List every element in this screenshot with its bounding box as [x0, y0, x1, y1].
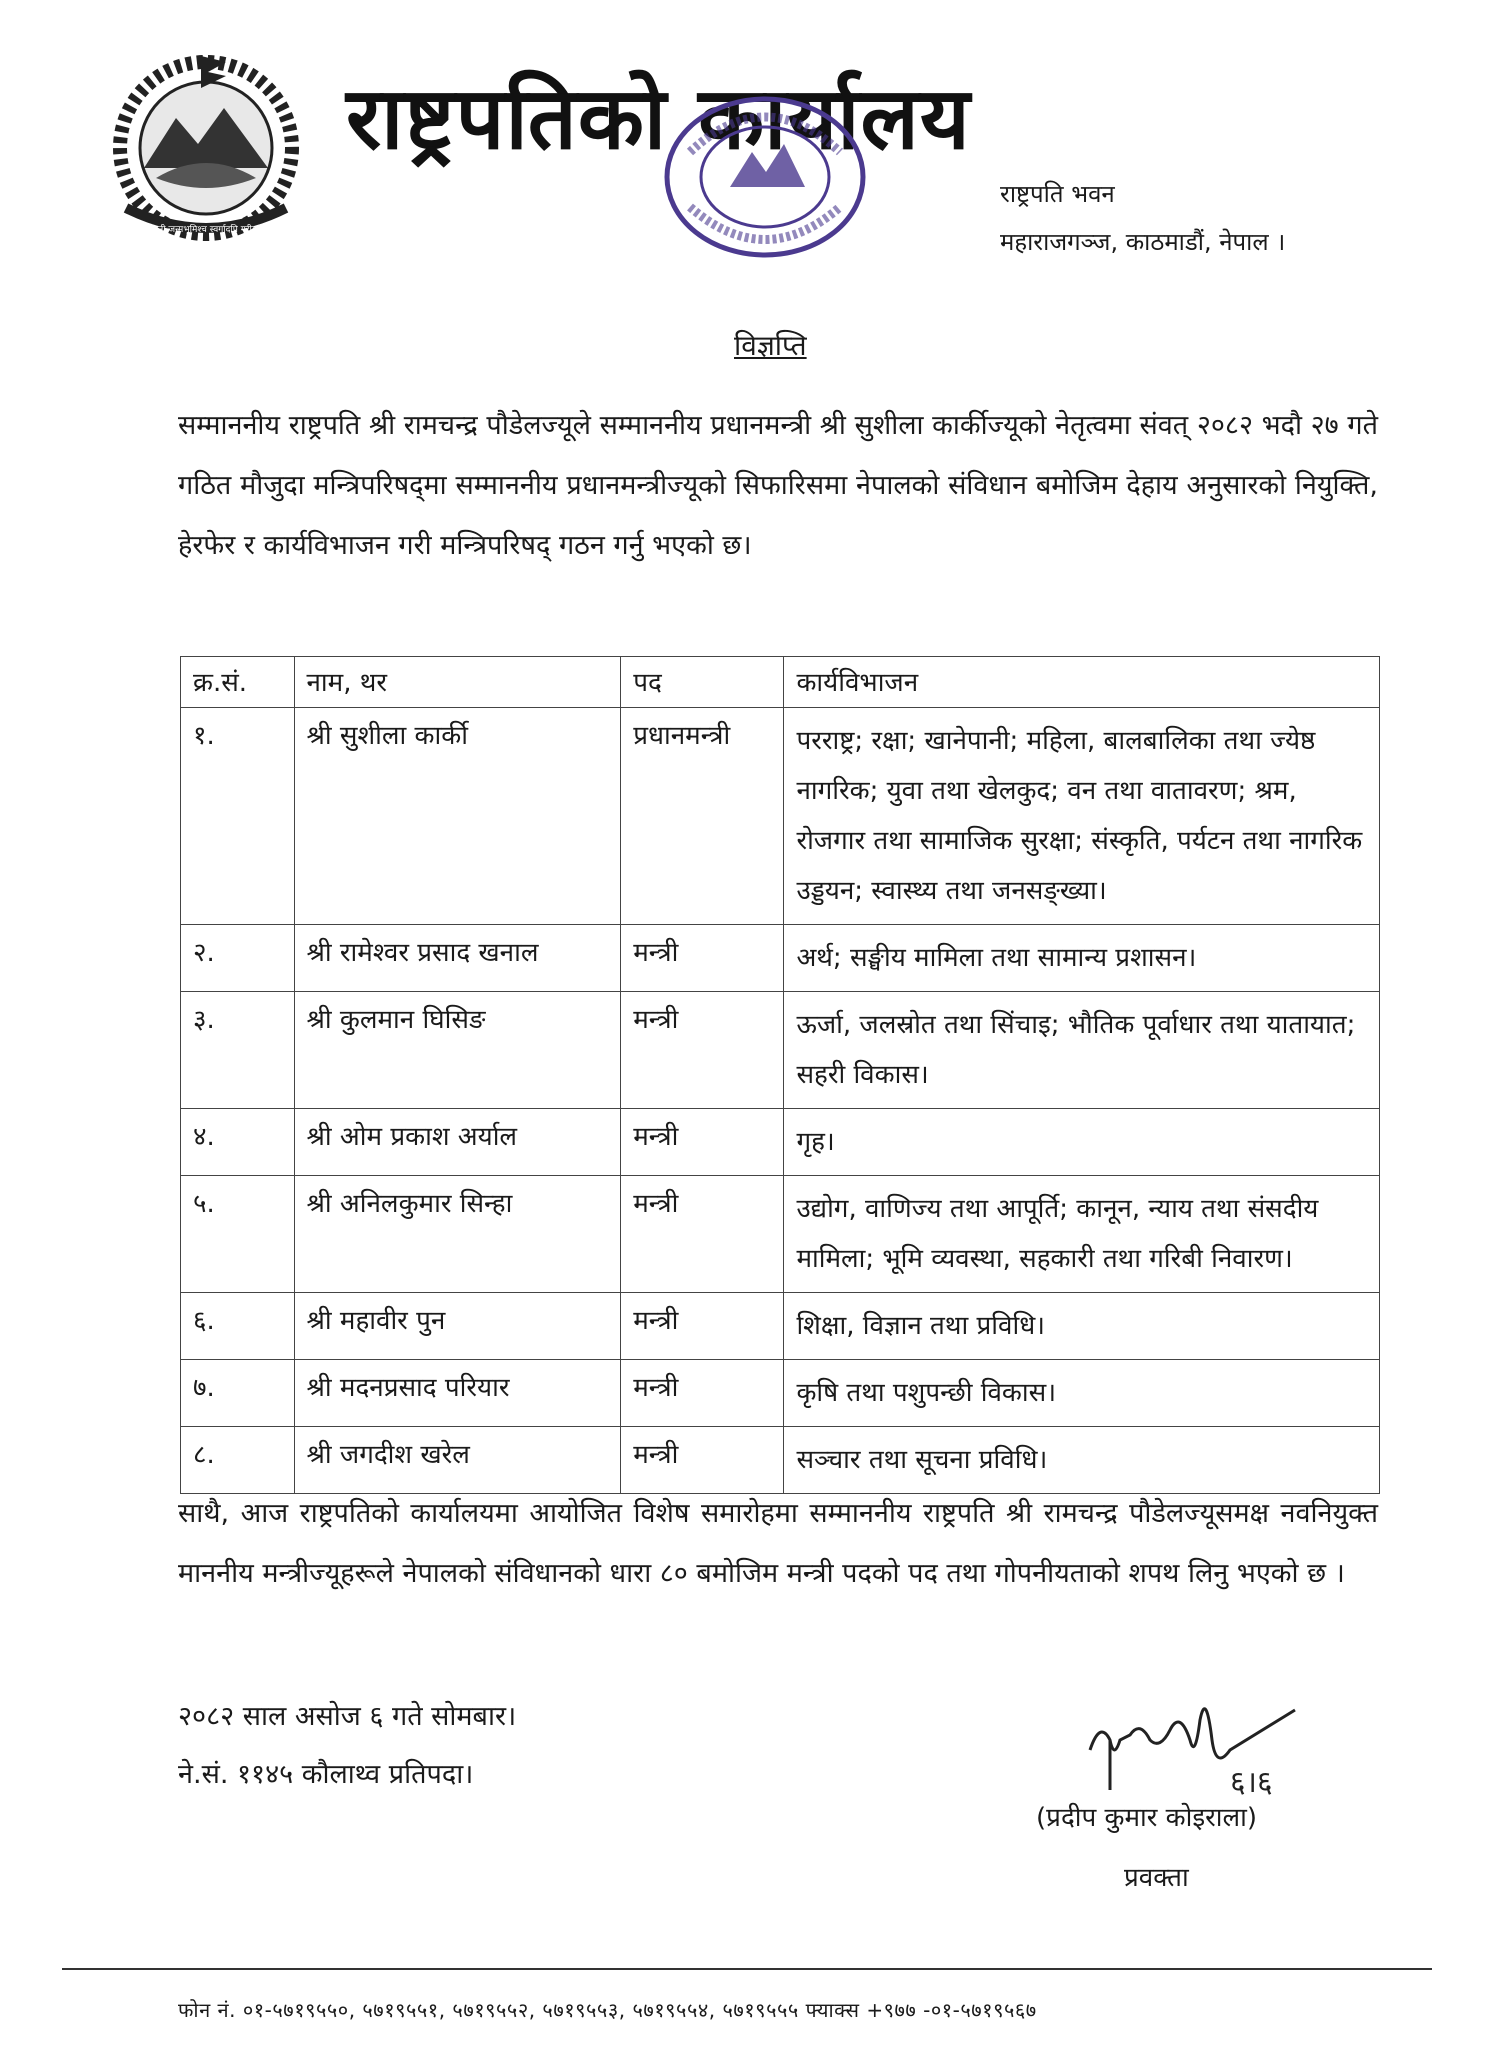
- post-cell: मन्त्री: [621, 1293, 784, 1360]
- table-row: [181, 1360, 1380, 1427]
- column-header: कार्यविभाजन: [784, 657, 1380, 708]
- national-emblem: [86, 48, 326, 248]
- column-header: पद: [621, 657, 784, 708]
- name-cell: श्री कुलमान घिसिङ: [294, 992, 621, 1109]
- svg-text:जननी जन्मभूमिश्च स्वर्गादपि गर: जननी जन्मभूमिश्च स्वर्गादपि गरीयसी: [146, 225, 266, 235]
- serial-cell: १.: [181, 708, 295, 925]
- table-row: [181, 925, 1380, 992]
- notice-heading: विज्ञप्ति: [734, 329, 807, 362]
- post-cell: मन्त्री: [621, 992, 784, 1109]
- address-line: महाराजगञ्ज, काठमाडौं, नेपाल ।: [1000, 228, 1286, 256]
- office-title: राष्ट्रपतिको कार्यालय: [346, 69, 971, 169]
- svg-text:६।६: ६।६: [1230, 1765, 1273, 1800]
- address-line: राष्ट्रपति भवन: [1000, 180, 1115, 208]
- serial-cell: ५.: [181, 1176, 295, 1293]
- footer-divider: [62, 1968, 1432, 1970]
- name-cell: श्री जगदीश खरेल: [294, 1427, 621, 1494]
- portfolio-cell: अर्थ; सङ्घीय मामिला तथा सामान्य प्रशासन।: [784, 925, 1380, 992]
- table-row: [181, 1109, 1380, 1176]
- name-cell: श्री ओम प्रकाश अर्याल: [294, 1109, 621, 1176]
- post-cell: प्रधानमन्त्री: [621, 708, 784, 925]
- post-cell: मन्त्री: [621, 1360, 784, 1427]
- portfolio-cell: शिक्षा, विज्ञान तथा प्रविधि।: [784, 1293, 1380, 1360]
- office-address: [1000, 170, 1285, 266]
- serial-cell: ६.: [181, 1293, 295, 1360]
- name-cell: श्री मदनप्रसाद परियार: [294, 1360, 621, 1427]
- portfolio-cell: सञ्चार तथा सूचना प्रविधि।: [784, 1427, 1380, 1494]
- date-block: [178, 1688, 516, 1804]
- column-header: नाम, थर: [294, 657, 621, 708]
- portfolio-cell: ऊर्जा, जलस्रोत तथा सिंचाइ; भौतिक पूर्वाधार तथा यातायात; सहरी विकास।: [784, 992, 1380, 1109]
- cabinet-table: [180, 656, 1380, 1494]
- footer-contact: फोन नं. ०१-५७१९५५०, ५७१९५५१, ५७१९५५२, ५७१९५५३, ५७१९५५४, ५७१९५५५ फ्याक्स +९७७ -०१-५७१९५६७: [178, 1998, 1037, 2022]
- portfolio-cell: उद्योग, वाणिज्य तथा आपूर्ति; कानून, न्याय तथा संसदीय मामिला; भूमि व्यवस्था, सहकारी तथा गरिबी निवारण।: [784, 1176, 1380, 1293]
- serial-cell: ७.: [181, 1360, 295, 1427]
- oath-paragraph: साथै, आज राष्ट्रपतिको कार्यालयमा आयोजित विशेष समारोहमा सम्माननीय राष्ट्रपति श्री रामचन्द्र पौडेलज्यूसमक्ष नवनियुक्त माननीय मन्त्रीज्यूहरूले नेपालको संविधानको धारा ८० बमोजिम मन्त्री पदको पद तथा गोपनीयताको शपथ लिनु भएको छ ।: [178, 1498, 1378, 1589]
- serial-cell: २.: [181, 925, 295, 992]
- table-row: [181, 1293, 1380, 1360]
- table-row: [181, 708, 1380, 925]
- table-row: [181, 992, 1380, 1109]
- date-line-bs: २०८२ साल असोज ६ गते सोमबार।: [178, 1701, 517, 1732]
- notice-paragraph: सम्माननीय राष्ट्रपति श्री रामचन्द्र पौडेलज्यूले सम्माननीय प्रधानमन्त्री श्री सुशीला कार्कीज्यूको नेतृत्वमा संवत् २०८२ भदौ २७ गते गठित मौजुदा मन्त्रिपरिषद्‌मा सम्माननीय प्रधानमन्त्रीज्यूको सिफारिसमा नेपालको संविधान बमोजिम देहाय अनुसारको नियुक्ति, हेरफेर र कार्यविभाजन गरी मन्त्रिपरिषद् गठन गर्नु भएको छ।: [178, 410, 1378, 561]
- post-cell: मन्त्री: [621, 1109, 784, 1176]
- post-cell: मन्त्री: [621, 925, 784, 992]
- signatory-title: प्रवक्ता: [1124, 1863, 1189, 1893]
- table-header-row: [181, 657, 1380, 708]
- office-seal-stamp: [660, 92, 870, 262]
- name-cell: श्री महावीर पुन: [294, 1293, 621, 1360]
- serial-cell: ४.: [181, 1109, 295, 1176]
- name-cell: श्री सुशीला कार्की: [294, 708, 621, 925]
- column-header: क्र.सं.: [181, 657, 295, 708]
- portfolio-cell: गृह।: [784, 1109, 1380, 1176]
- serial-cell: ३.: [181, 992, 295, 1109]
- portfolio-cell: कृषि तथा पशुपन्छी विकास।: [784, 1360, 1380, 1427]
- post-cell: मन्त्री: [621, 1176, 784, 1293]
- name-cell: श्री रामेश्वर प्रसाद खनाल: [294, 925, 621, 992]
- name-cell: श्री अनिलकुमार सिन्हा: [294, 1176, 621, 1293]
- table-row: [181, 1176, 1380, 1293]
- date-line-ns: ने.सं. ११४५ कौलाथ्व प्रतिपदा।: [178, 1759, 474, 1790]
- serial-cell: ८.: [181, 1427, 295, 1494]
- portfolio-cell: परराष्ट्र; रक्षा; खानेपानी; महिला, बालबालिका तथा ज्येष्ठ नागरिक; युवा तथा खेलकुद; वन तथा वातावरण; श्रम, रोजगार तथा सामाजिक सुरक्षा; संस्कृति, पर्यटन तथा नागरिक उड्डयन; स्वास्थ्य तथा जनसङ्ख्या।: [784, 708, 1380, 925]
- signatory-name: (प्रदीप कुमार कोइराला): [1036, 1803, 1258, 1833]
- post-cell: मन्त्री: [621, 1427, 784, 1494]
